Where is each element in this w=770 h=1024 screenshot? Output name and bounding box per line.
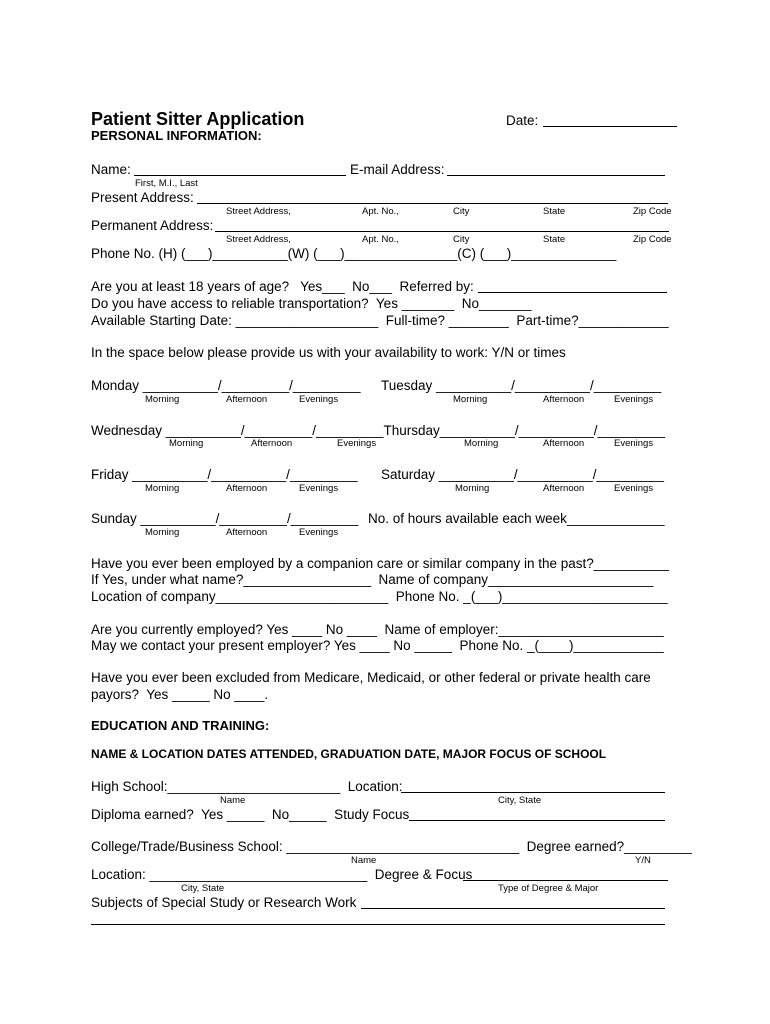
slot-hint-evenings: Evenings <box>337 438 377 449</box>
address-hint-state: State <box>543 234 566 245</box>
wednesday-thursday-availability[interactable]: Wednesday __________/_________/_________Thursday__________/__________/_________ <box>91 423 666 438</box>
address-hint-zip: Zip Code <box>633 206 672 217</box>
slot-hint-evenings: Evenings <box>299 394 339 405</box>
degree-major-hint: Type of Degree & Major <box>498 883 599 894</box>
companion-care-question[interactable]: Have you ever been employed by a companion care or similar company in the past?__________ <box>91 556 669 571</box>
slot-hint-evenings: Evenings <box>614 483 654 494</box>
slot-hint-evenings: Evenings <box>614 394 654 405</box>
slot-hint-afternoon: Afternoon <box>226 527 268 538</box>
slot-hint-morning: Morning <box>145 394 180 405</box>
monday-availability[interactable]: Monday __________/_________/_________ <box>91 378 361 393</box>
previous-company-name[interactable]: If Yes, under what name?_________________ Name of company______________________ <box>91 572 654 587</box>
name-hint: Name <box>220 795 246 806</box>
slot-hint-evenings: Evenings <box>614 438 654 449</box>
sunday-availability[interactable]: Sunday __________/_________/_________ <box>91 511 359 526</box>
slot-hint-afternoon: Afternoon <box>543 438 585 449</box>
email-field[interactable] <box>447 175 665 176</box>
slot-hint-evenings: Evenings <box>299 527 339 538</box>
referred-by-field[interactable] <box>478 292 667 293</box>
starting-date-line[interactable]: Available Starting Date: ___________________ Full-time? ________ Part-time?____________ <box>91 313 669 328</box>
section-personal-heading: PERSONAL INFORMATION: <box>91 128 262 143</box>
special-study-field[interactable] <box>361 908 665 909</box>
college-location-line[interactable]: Location: _____________________________ Degree & Focus <box>91 867 473 882</box>
city-state-hint: City, State <box>498 795 542 806</box>
slot-hint-morning: Morning <box>145 483 180 494</box>
special-study-label: Subjects of Special Study or Research Work <box>91 895 357 910</box>
address-hint-apt: Apt. No., <box>362 206 399 217</box>
high-school-location-field[interactable] <box>401 792 665 793</box>
exclusion-answer[interactable]: payors? Yes _____ No ____. <box>91 687 269 702</box>
slot-hint-afternoon: Afternoon <box>543 483 585 494</box>
address-hint-zip: Zip Code <box>633 234 672 245</box>
slot-hint-morning: Morning <box>169 438 204 449</box>
address-hint-city: City <box>453 234 470 245</box>
education-subtitle: NAME & LOCATION DATES ATTENDED, GRADUATION DATE, MAJOR FOCUS OF SCHOOL <box>91 747 607 761</box>
name-label: Name: <box>91 162 131 177</box>
study-focus-field[interactable] <box>409 820 665 821</box>
present-address-field[interactable] <box>197 203 668 204</box>
permanent-address-field[interactable] <box>215 231 669 232</box>
form-title: Patient Sitter Application <box>91 109 305 129</box>
city-state-hint: City, State <box>181 883 225 894</box>
slot-hint-afternoon: Afternoon <box>226 394 268 405</box>
name-hint: Name <box>351 855 377 866</box>
address-hint-state: State <box>543 206 566 217</box>
email-label: E-mail Address: <box>350 162 445 177</box>
address-hint-apt: Apt. No., <box>362 234 399 245</box>
name-hint: First, M.I., Last <box>135 178 198 189</box>
yn-hint: Y/N <box>635 855 651 866</box>
high-school-line[interactable]: High School:_______________________ Location: <box>91 779 403 794</box>
special-study-field-line-2[interactable] <box>91 924 665 925</box>
slot-hint-afternoon: Afternoon <box>251 438 293 449</box>
transportation-question[interactable]: Do you have access to reliable transportation? Yes _______ No_______ <box>91 296 532 311</box>
slot-hint-morning: Morning <box>145 527 180 538</box>
previous-company-location[interactable]: Location of company_______________________ Phone No. _(___)______________________ <box>91 589 668 604</box>
age-question: Are you at least 18 years of age? Yes___ No___ Referred by: <box>91 279 474 294</box>
exclusion-question: Have you ever been excluded from Medicare, Medicaid, or other federal or private health care <box>91 670 651 685</box>
slot-hint-evenings: Evenings <box>299 483 339 494</box>
section-education-heading: EDUCATION AND TRAINING: <box>91 718 270 733</box>
slot-hint-morning: Morning <box>455 483 490 494</box>
slot-hint-afternoon: Afternoon <box>226 483 268 494</box>
contact-employer-question[interactable]: May we contact your present employer? Yes ____ No _____ Phone No. _(____)____________ <box>91 638 664 653</box>
current-employment-question[interactable]: Are you currently employed? Yes ____ No ____ Name of employer:______________________ <box>91 622 664 637</box>
saturday-availability[interactable]: Saturday __________/__________/_________ <box>381 467 665 482</box>
slot-hint-morning: Morning <box>464 438 499 449</box>
date-label: Date: <box>506 113 539 128</box>
hours-per-week[interactable]: No. of hours available each week_____________ <box>368 511 665 526</box>
slot-hint-afternoon: Afternoon <box>543 394 585 405</box>
name-field[interactable] <box>134 175 346 176</box>
present-address-label: Present Address: <box>91 190 194 205</box>
address-hint-city: City <box>453 206 470 217</box>
address-hint-street: Street Address, <box>226 206 291 217</box>
friday-availability[interactable]: Friday __________/__________/_________ <box>91 467 358 482</box>
diploma-question[interactable]: Diploma earned? Yes _____ No_____ Study Focus <box>91 807 410 822</box>
address-hint-street: Street Address, <box>226 234 291 245</box>
permanent-address-label: Permanent Address: <box>91 218 214 233</box>
college-line[interactable]: College/Trade/Business School: _______________________________ Degree earned?_________ <box>91 839 692 854</box>
date-field[interactable] <box>543 126 677 127</box>
tuesday-availability[interactable]: Tuesday __________/__________/_________ <box>381 378 662 393</box>
degree-focus-field[interactable] <box>463 880 668 881</box>
availability-intro: In the space below please provide us with your availability to work: Y/N or times <box>91 345 566 360</box>
phone-line[interactable]: Phone No. (H) (___)__________(W) (___)_______________(C) (___)______________ <box>91 246 617 261</box>
slot-hint-morning: Morning <box>453 394 488 405</box>
